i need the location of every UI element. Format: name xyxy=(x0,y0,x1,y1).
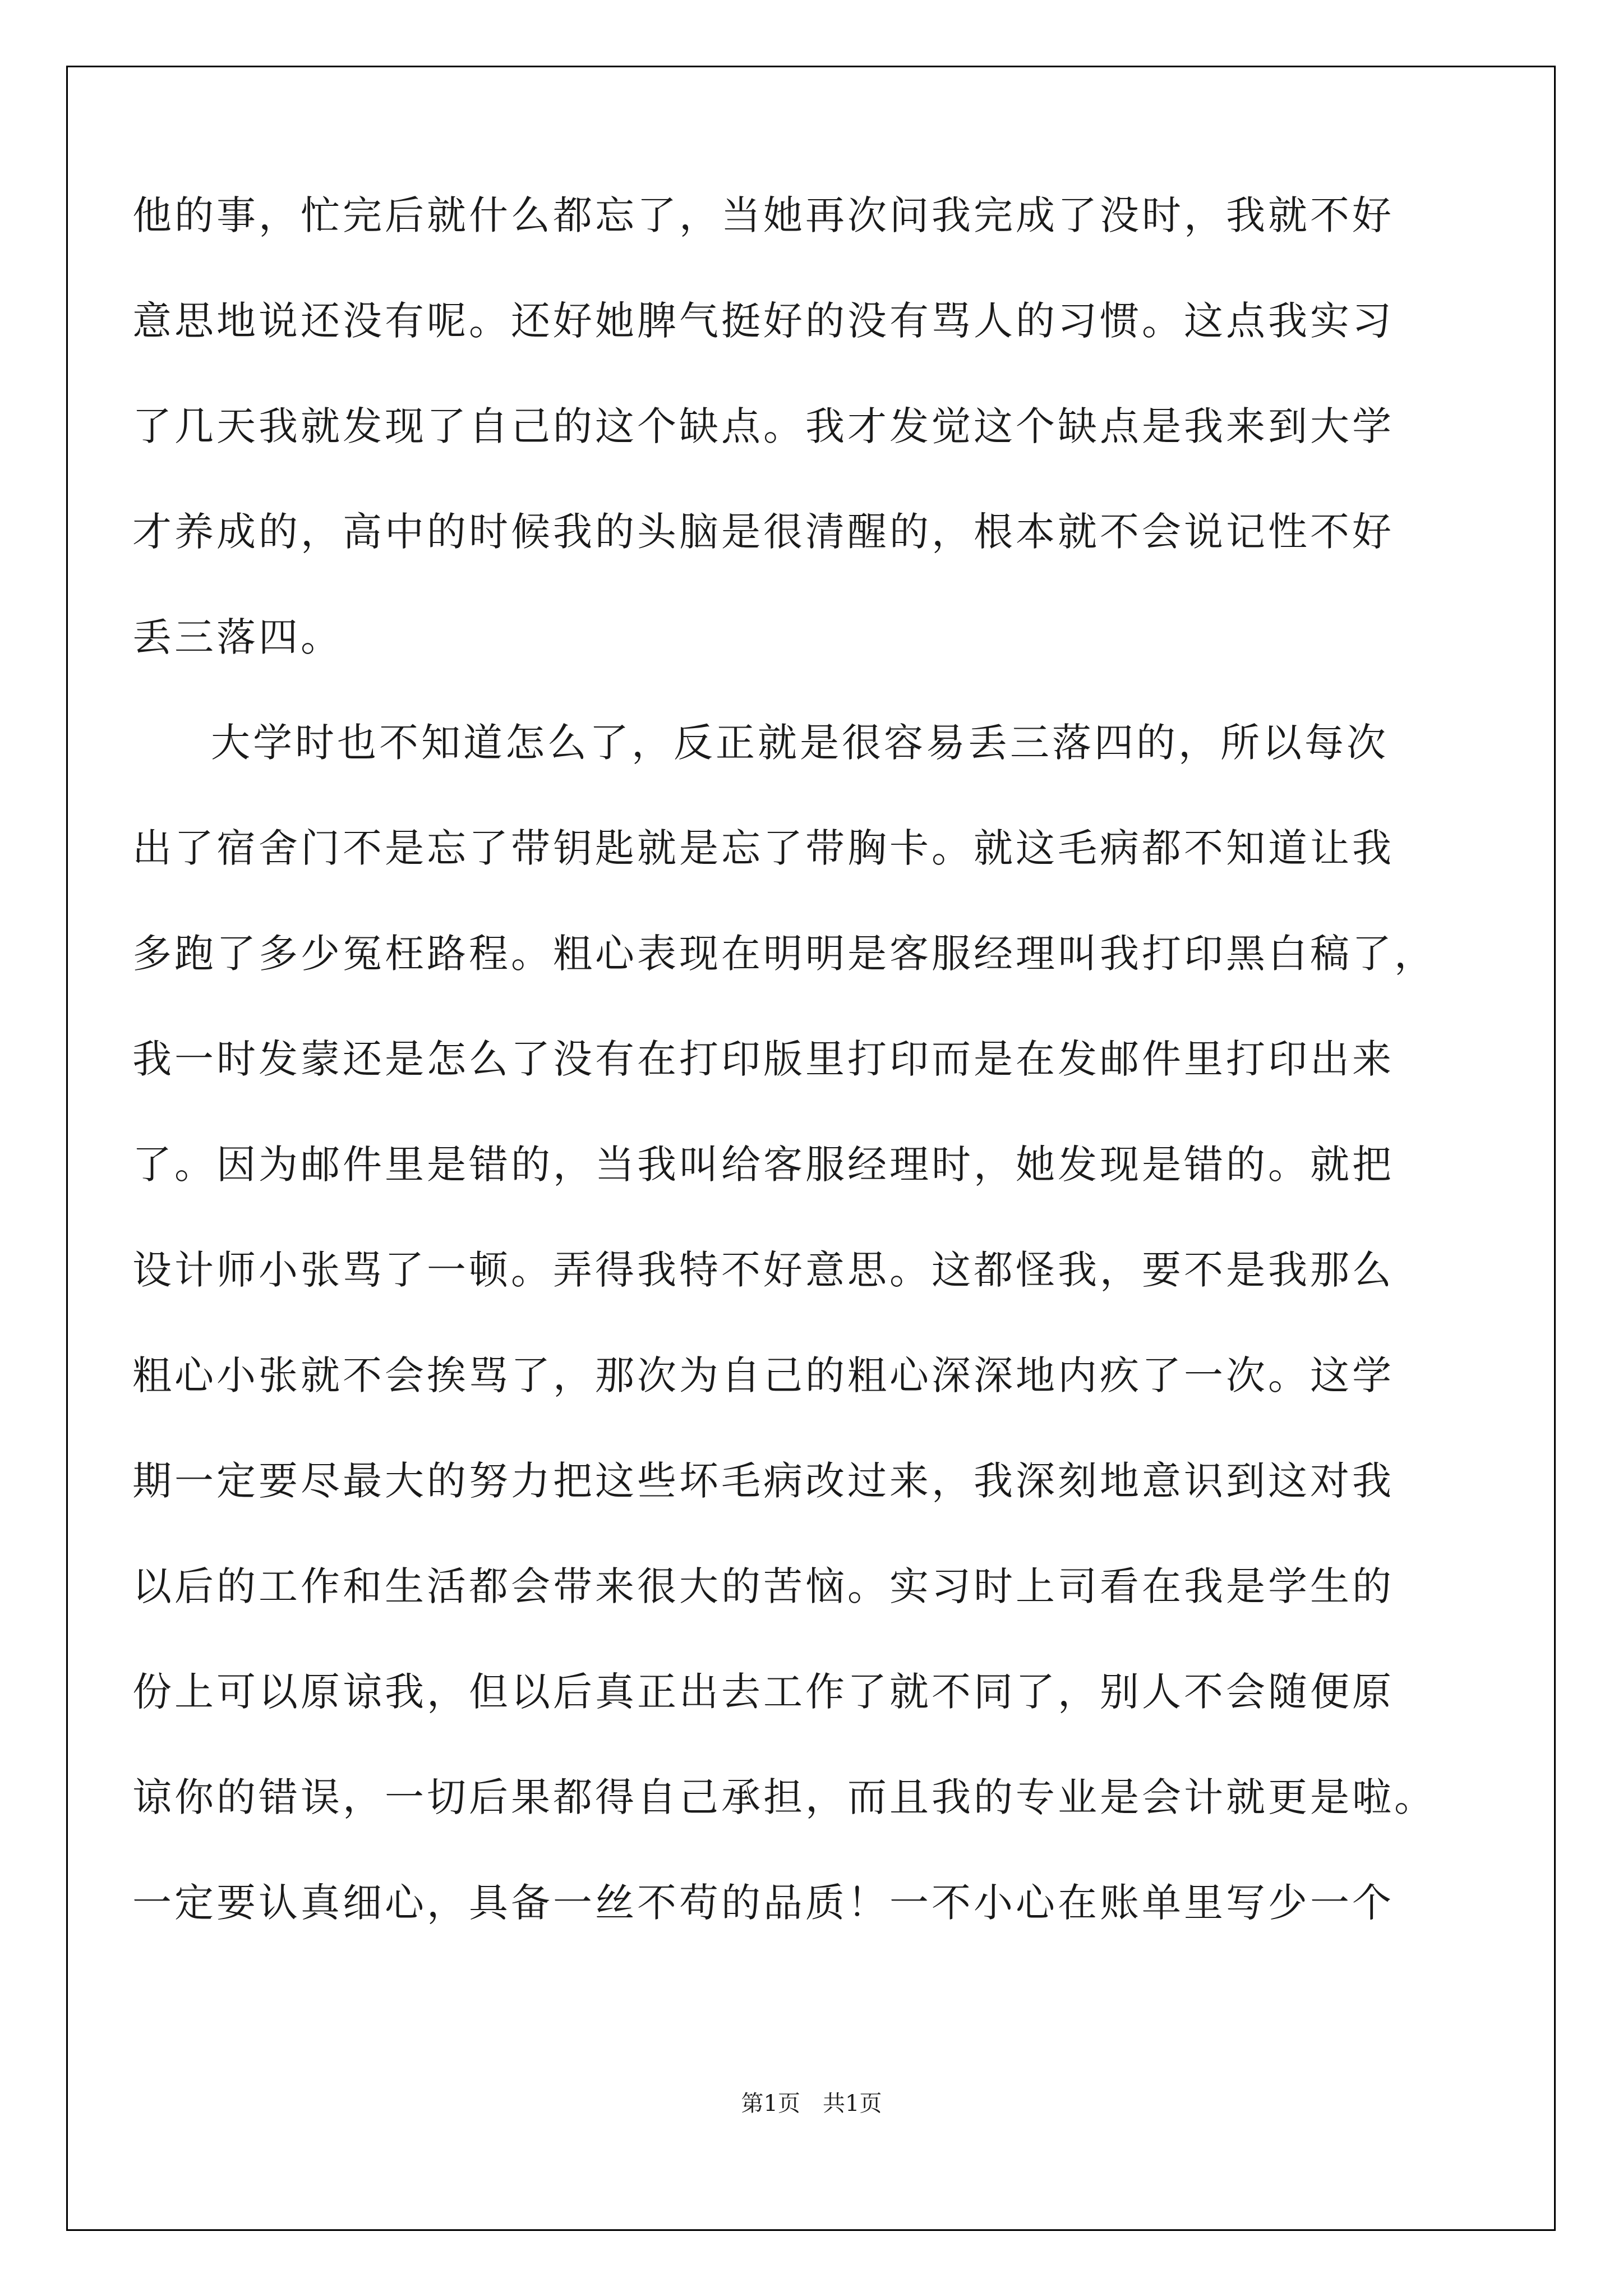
text-line: 设计师小张骂了一顿。弄得我特不好意思。这都怪我，要不是我那么 xyxy=(132,1247,1394,1293)
text-line: 以后的工作和生活都会带来很大的苦恼。实习时上司看在我是学生的 xyxy=(132,1563,1394,1609)
text-line: 他的事，忙完后就什么都忘了，当她再次问我完成了没时，我就不好 xyxy=(132,192,1394,238)
page-footer xyxy=(0,2090,1623,2118)
text-line: 了几天我就发现了自己的这个缺点。我才发觉这个缺点是我来到大学 xyxy=(132,403,1394,449)
text-line: 多跑了多少冤枉路程。粗心表现在明明是客服经理叫我打印黑白稿了， xyxy=(132,931,1436,977)
text-line: 意思地说还没有呢。还好她脾气挺好的没有骂人的习惯。这点我实习 xyxy=(132,298,1394,344)
text-line: 了。因为邮件里是错的，当我叫给客服经理时，她发现是错的。就把 xyxy=(132,1142,1394,1188)
text-line: 才养成的，高中的时候我的头脑是很清醒的，根本就不会说记性不好 xyxy=(132,509,1394,555)
document-body xyxy=(132,163,1478,1955)
text-line: 我一时发蒙还是怎么了没有在打印版里打印而是在发邮件里打印出来 xyxy=(132,1036,1394,1082)
text-line: 谅你的错误，一切后果都得自己承担，而且我的专业是会计就更是啦。 xyxy=(132,1774,1436,1820)
page-number: 第1页 xyxy=(741,2091,800,2116)
text-line: 粗心小张就不会挨骂了，那次为自己的粗心深深地内疚了一次。这学 xyxy=(132,1352,1394,1398)
text-line: 出了宿舍门不是忘了带钥匙就是忘了带胸卡。就这毛病都不知道让我 xyxy=(132,825,1394,871)
text-line: 丢三落四。 xyxy=(132,614,343,660)
text-line: 份上可以原谅我，但以后真正出去工作了就不同了，别人不会随便原 xyxy=(132,1669,1394,1715)
page-total: 共1页 xyxy=(823,2091,882,2116)
paragraph-start-line: 大学时也不知道怎么了，反正就是很容易丢三落四的，所以每次 xyxy=(211,720,1389,766)
text-line: 期一定要尽最大的努力把这些坏毛病改过来，我深刻地意识到这对我 xyxy=(132,1458,1394,1504)
text-line: 一定要认真细心，具备一丝不苟的品质！一不小心在账单里写少一个 xyxy=(132,1880,1394,1926)
